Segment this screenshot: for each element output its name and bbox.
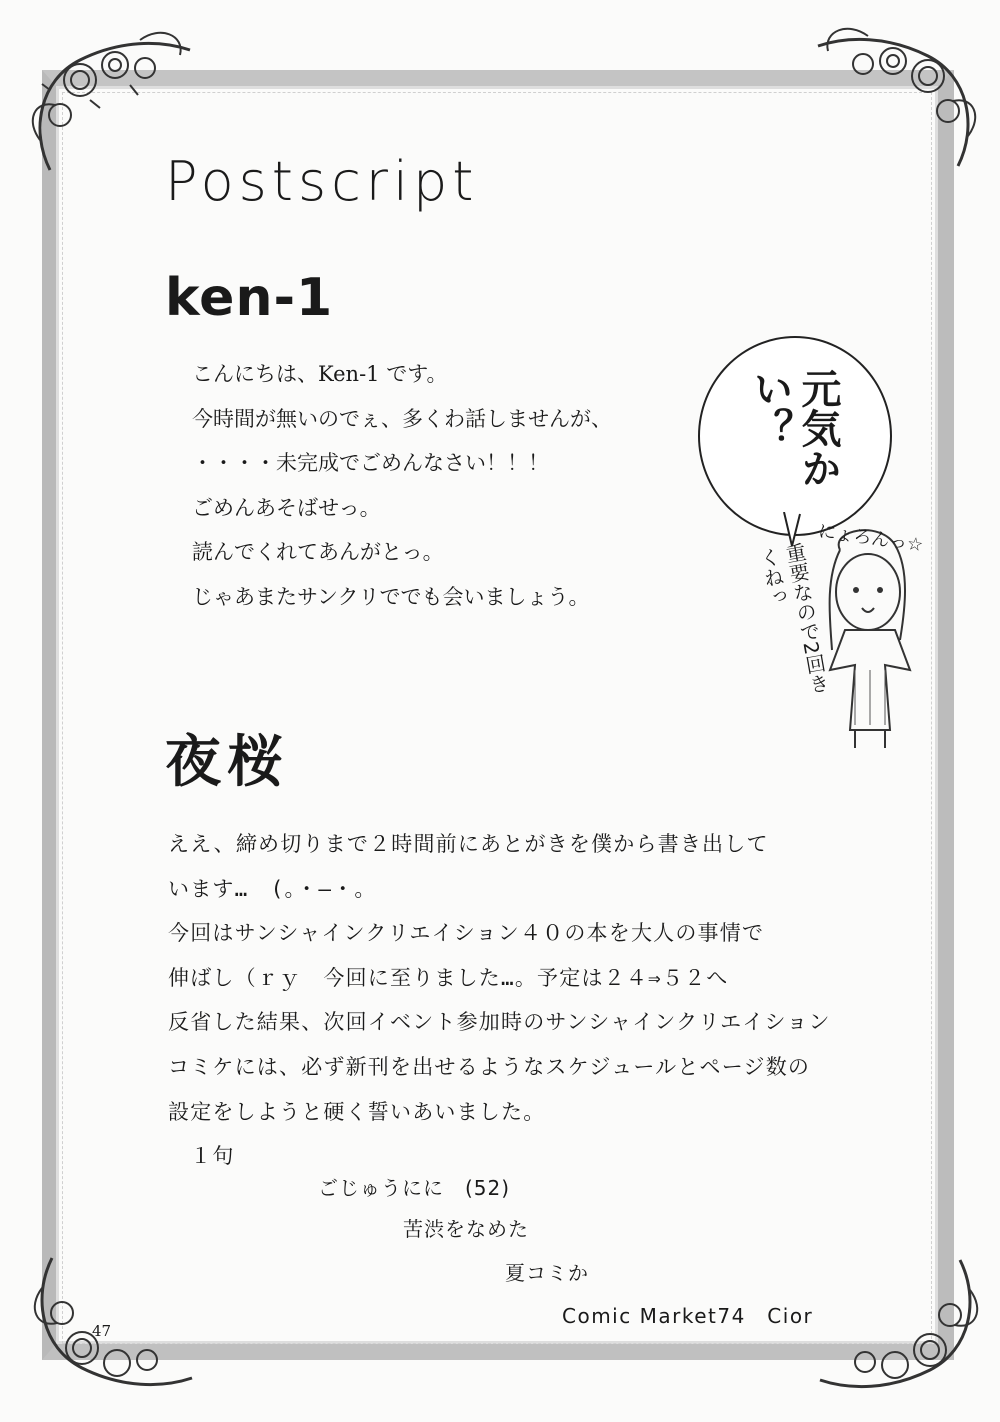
page-title: Postscript [165,150,479,213]
message-line: います… (。・―・。 [168,876,377,901]
ken-message [192,352,612,619]
rose-corner-ornament-bottom-right [800,1250,990,1410]
rose-corner-ornament-bottom-left [22,1248,212,1408]
message-line: 読んでくれてあんがとっ。 [192,540,444,564]
message-line: 設定をしようと硬く誓いあいました。 [168,1099,546,1124]
haiku-line: ごじゅうにに (52) [318,1176,511,1200]
handwritten-note: にょろんっ☆ [816,520,925,557]
message-line: ええ、締め切りまで２時間前にあとがきを僕から書き出して [168,832,769,856]
haiku-line: 苦渋をなめた [403,1217,529,1241]
rose-corner-ornament-top-right [798,16,988,176]
haiku-line: 夏コミか [505,1261,589,1285]
speech-bubble-text: 元気かい？ [747,368,841,488]
message-line: こんにちは、Ken-1 です。 [192,362,448,386]
message-line: ・・・・未完成でごめんなさい！！！ [192,451,549,475]
message-line: コミケには、必ず新刊を出せるようなスケジュールとページ数の [168,1054,811,1079]
message-line: 伸ばし（ｒｙ 今回に至りました…。予定は２４⇒５２へ [168,965,729,990]
event-credit: Comic Market74 Cior [562,1304,814,1328]
handwritten-note: 重要なので2回きくねっ [755,541,832,696]
section-heading: 夜桜 [165,729,289,795]
message-line: 今時間が無いのでぇ、多くわ話しませんが、 [192,406,612,431]
yozakura-message [168,822,831,1179]
page-number: 47 [92,1322,112,1340]
message-line: １句 [168,1144,235,1169]
message-line: 今回はサンシャインクリエイション４０の本を大人の事情で [168,921,765,946]
author-heading: ken-1 [165,268,334,328]
message-line: じゃあまたサンクリででも会いましょう。 [192,584,590,609]
message-line: 反省した結果、次回イベント参加時のサンシャインクリエイション [168,1010,831,1035]
message-line: ごめんあそばせっ。 [192,495,381,520]
